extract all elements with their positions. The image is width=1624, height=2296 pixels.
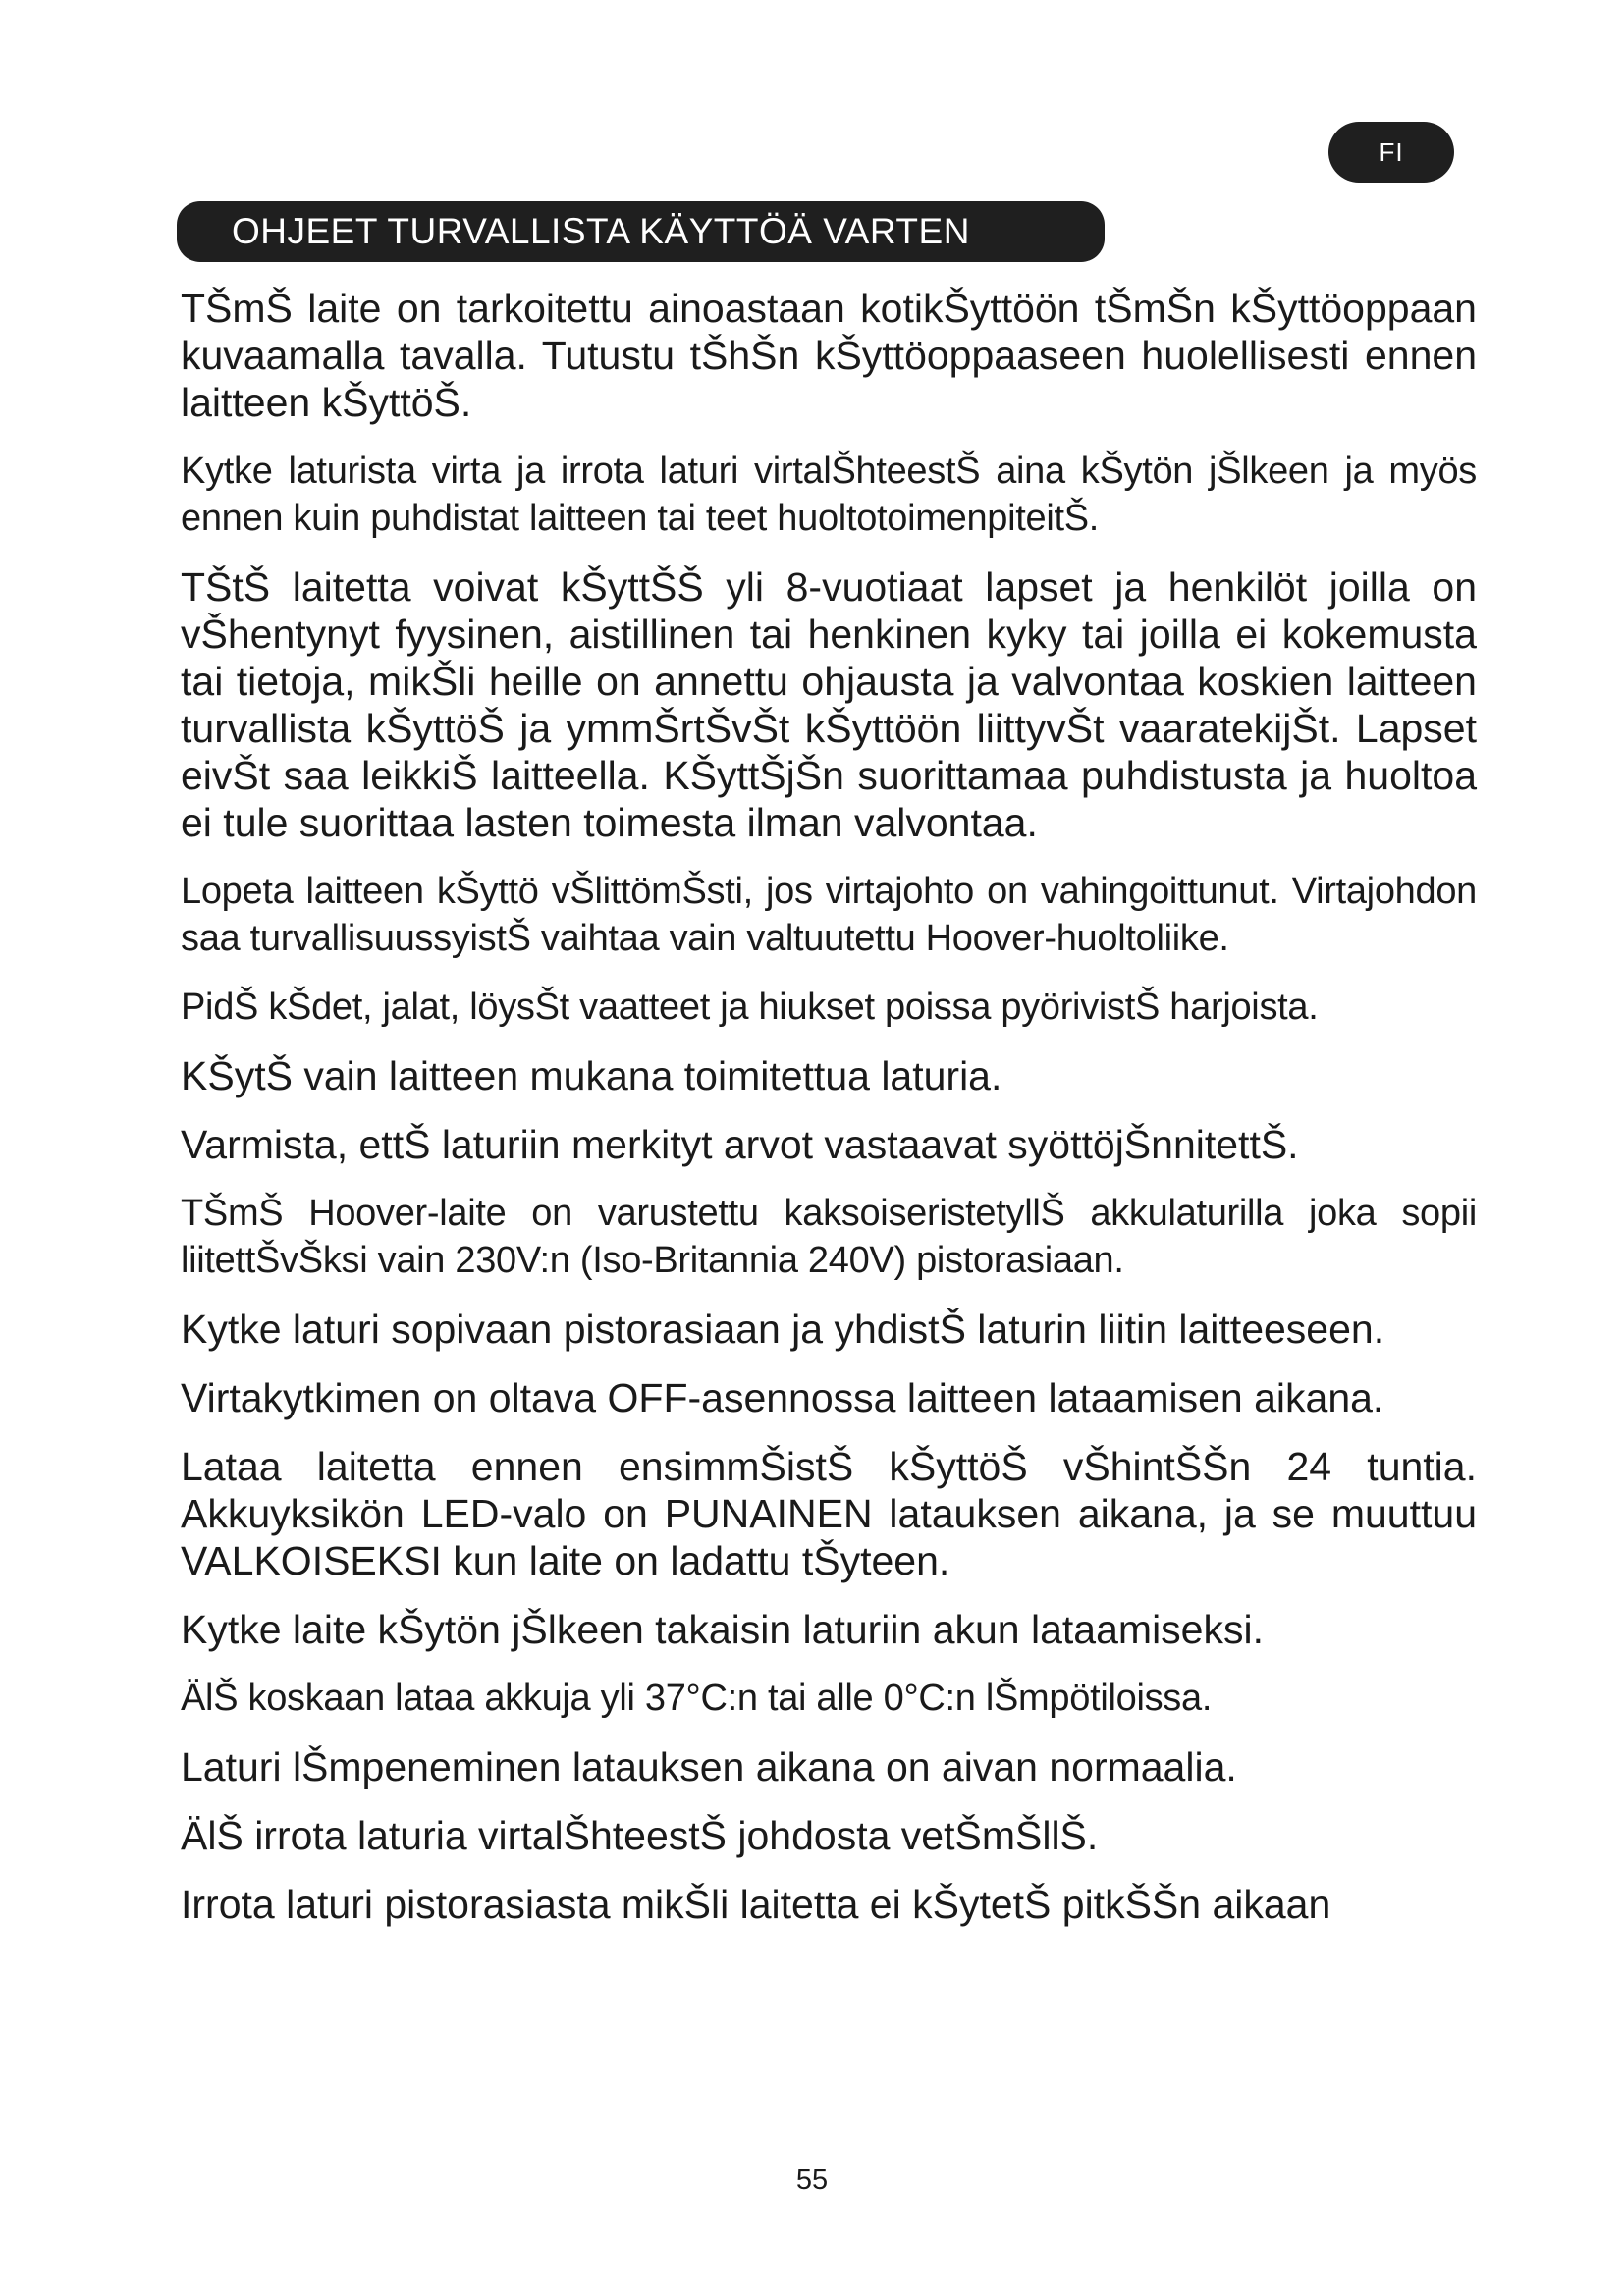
- paragraph-disconnect-charger: Kytke laturista virta ja irrota laturi virtalŠhteestŠ aina kŠytön jŠlkeen ja myös ennen kuin puhdistat laitteen tai teet huoltotoimenpiteitŠ.: [181, 451, 1477, 539]
- paragraph-first-charge: Lataa laitetta ennen ensimmŠistŠ kŠyttöŠ vŠhintŠŠn 24 tuntia. Akkuyksikön LED-valo on PUNAINEN latauksen aikana, ja se muuttuu VALKOISEKSI kun laite on ladattu tŠyteen.: [181, 1444, 1477, 1583]
- section-title: OHJEET TURVALLISTA KÄYTTÖÄ VARTEN: [232, 211, 970, 251]
- page-number: 55: [795, 2164, 829, 2196]
- paragraph-recharge-after-use: Kytke laite kŠytön jŠlkeen takaisin laturiin akun lataamiseksi.: [181, 1607, 1264, 1652]
- paragraph-supplied-charger: KŠytŠ vain laitteen mukana toimitettua laturia.: [181, 1053, 1002, 1098]
- paragraph-damaged-cord: Lopeta laitteen kŠyttö vŠlittömŠsti, jos virtajohto on vahingoittunut. Virtajohdon saa turvallisuussyistŠ vaihtaa vain valtuutettu Hoover-huoltoliike.: [181, 871, 1477, 959]
- paragraph-temperature-limits: ÄlŠ koskaan lataa akkuja yli 37°C:n tai alle 0°C:n lŠmpötiloissa.: [181, 1678, 1213, 1719]
- paragraph-check-voltage: Varmista, ettŠ laturiin merkityt arvot vastaavat syöttöjŠnnitettŠ.: [181, 1122, 1299, 1167]
- instructions-body: [181, 285, 1477, 1949]
- paragraph-switch-off: Virtakytkimen on oltava OFF-asennossa laitteen lataamisen aikana.: [181, 1375, 1384, 1420]
- paragraph-double-insulated: TŠmŠ Hoover-laite on varustettu kaksoiseristetyllŠ akkulaturilla joka sopii liitettŠvŠksi vain 230V:n (Iso-Britannia 240V) pistorasiaan.: [181, 1193, 1477, 1281]
- paragraph-unplug-long-periods: Irrota laturi pistorasiasta mikŠli laitetta ei kŠytetŠ pitkŠŠn aikaan: [181, 1882, 1331, 1927]
- language-badge: FI: [1328, 122, 1454, 183]
- paragraph-connect-charger: Kytke laturi sopivaan pistorasiaan ja yhdistŠ laturin liitin laitteeseen.: [181, 1307, 1385, 1352]
- paragraph-do-not-pull-cord: ÄlŠ irrota laturia virtalŠhteestŠ johdosta vetŠmŠllŠ.: [181, 1813, 1099, 1858]
- paragraph-keep-away-brushes: PidŠ kŠdet, jalat, löysŠt vaatteet ja hiukset poissa pyörivistŠ harjoista.: [181, 987, 1319, 1028]
- paragraph-charger-warming: Laturi lŠmpeneminen latauksen aikana on aivan normaalia.: [181, 1744, 1237, 1789]
- paragraph-children-supervision: TŠtŠ laitetta voivat kŠyttŠŠ yli 8-vuotiaat lapset ja henkilöt joilla on vŠhentynyt fyysinen, aistillinen tai henkinen kyky tai joilla ei kokemusta tai tietoja, mikŠli heille on annettu ohjausta ja valvontaa koskien laitteen turvallista kŠyttöŠ ja ymmŠrtŠvŠt kŠyttöön liittyvŠt vaaratekijŠt. Lapset eivŠt saa leikkiŠ laitteella. KŠyttŠjŠn suorittamaa puhdistusta ja huoltoa ei tule suorittaa lasten toimesta ilman valvontaa.: [181, 564, 1477, 845]
- paragraph-intended-use: TŠmŠ laite on tarkoitettu ainoastaan kotikŠyttöön tŠmŠn kŠyttöoppaan kuvaamalla tavalla. Tutustu tŠhŠn kŠyttöoppaaseen huolellisesti ennen laitteen kŠyttöŠ.: [181, 286, 1477, 425]
- section-header: [177, 201, 1105, 262]
